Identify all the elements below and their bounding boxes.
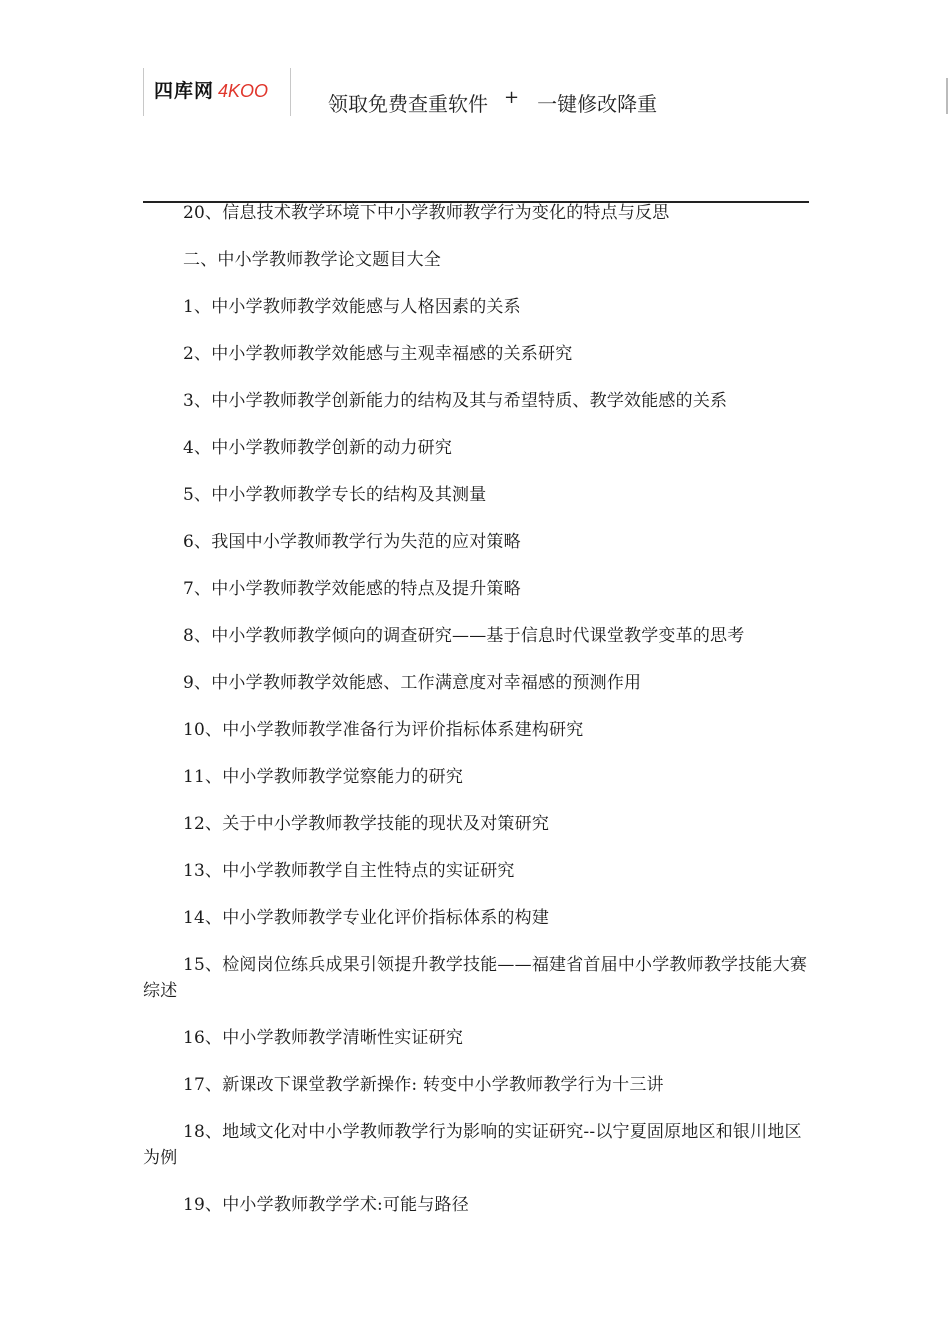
list-item: 8、中小学教师教学倾向的调查研究——基于信息时代课堂教学变革的思考 xyxy=(183,626,745,646)
plus-icon: + xyxy=(504,87,520,108)
section-heading: 二、中小学教师教学论文题目大全 xyxy=(183,250,441,270)
page-edge-mark xyxy=(946,78,948,114)
site-logo[interactable] xyxy=(154,80,268,102)
list-item: 18、地域文化对中小学教师教学行为影响的实证研究--以宁夏固原地区和银川地区为例 xyxy=(143,1122,802,1168)
logo-chinese-text: 四库网 xyxy=(154,80,215,102)
list-item: 5、中小学教师教学专长的结构及其测量 xyxy=(183,485,487,505)
list-item: 20、信息技术教学环境下中小学教师教学行为变化的特点与反思 xyxy=(183,203,670,223)
list-item: 14、中小学教师教学专业化评价指标体系的构建 xyxy=(183,908,550,928)
list-item: 16、中小学教师教学清晰性实证研究 xyxy=(183,1028,464,1048)
document-body xyxy=(143,200,813,1239)
list-item: 11、中小学教师教学觉察能力的研究 xyxy=(183,767,464,787)
list-item: 2、中小学教师教学效能感与主观幸福感的关系研究 xyxy=(183,344,573,364)
list-item: 10、中小学教师教学准备行为评价指标体系建构研究 xyxy=(183,720,584,740)
list-item: 13、中小学教师教学自主性特点的实证研究 xyxy=(183,861,515,881)
list-item: 1、中小学教师教学效能感与人格因素的关系 xyxy=(183,297,521,317)
promo-banner[interactable] xyxy=(328,87,658,119)
list-item: 15、检阅岗位练兵成果引领提升教学技能——福建省首届中小学教师教学技能大赛综述 xyxy=(143,955,808,1001)
list-item: 3、中小学教师教学创新能力的结构及其与希望特质、教学效能感的关系 xyxy=(183,391,728,411)
promo-right-text: 一键修改降重 xyxy=(537,92,658,116)
list-item: 17、新课改下课堂教学新操作: 转变中小学教师教学行为十三讲 xyxy=(183,1075,664,1095)
header-logo-box xyxy=(143,68,291,116)
list-item: 9、中小学教师教学效能感、工作满意度对幸福感的预测作用 xyxy=(183,673,642,693)
list-item: 7、中小学教师教学效能感的特点及提升策略 xyxy=(183,579,521,599)
list-item: 19、中小学教师教学学术:可能与路径 xyxy=(183,1195,469,1215)
list-item: 6、我国中小学教师教学行为失范的应对策略 xyxy=(183,532,521,552)
list-item: 12、关于中小学教师教学技能的现状及对策研究 xyxy=(183,814,550,834)
list-item: 4、中小学教师教学创新的动力研究 xyxy=(183,438,453,458)
promo-left-text: 领取免费查重软件 xyxy=(328,92,488,116)
logo-english-text: 4KOO xyxy=(218,81,269,101)
